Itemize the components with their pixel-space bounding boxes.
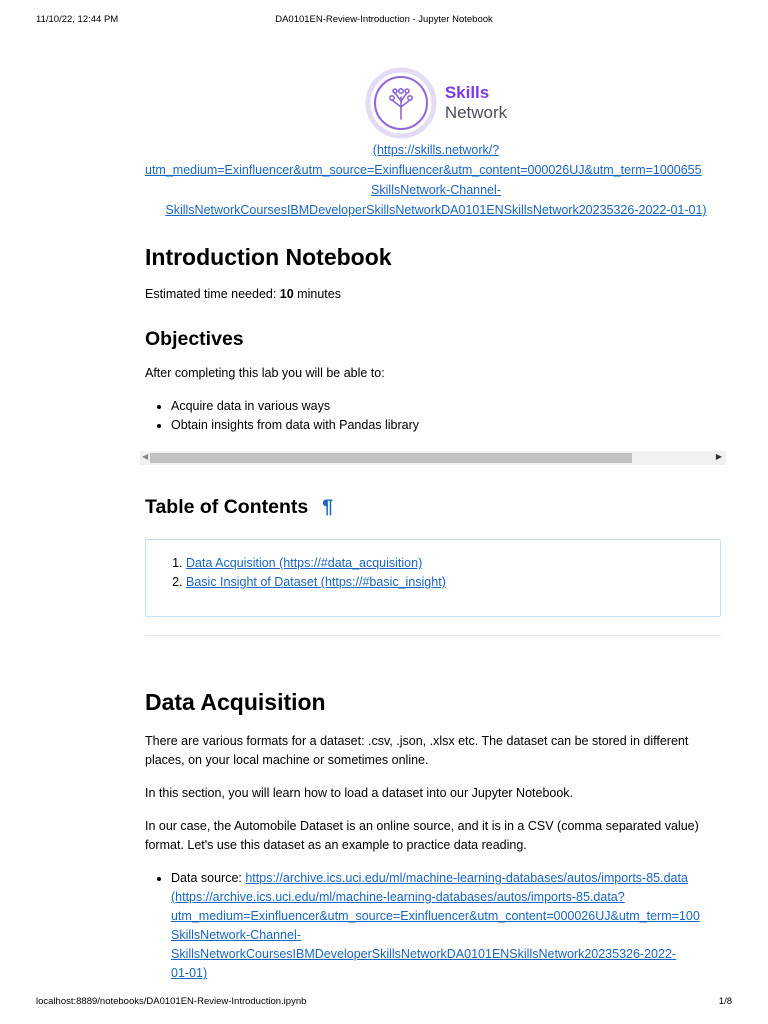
print-footer [36,996,732,1010]
objective-item: • Acquire data in various ways [171,397,727,416]
objectives-list [145,397,727,435]
data-source-link-line[interactable]: SkillsNetworkCoursesIBMDeveloperSkillsNetworkDA0101ENSkillsNetwork20235326-2022- [171,947,677,961]
scrollbar-thumb[interactable] [150,453,632,463]
data-acquisition-p1: There are various formats for a dataset: .csv, .json, .xlsx etc. The dataset can be stored in different places, on your local machine or sometimes online. [145,734,689,767]
toc-link[interactable]: Data Acquisition (https://#data_acquisition) [186,556,423,570]
logo-link-line[interactable]: SkillsNetwork-Channel- [371,183,501,197]
data-acquisition-p2: In this section, you will learn how to load a dataset into our Jupyter Notebook. [145,786,574,800]
notebook-content [145,66,727,435]
print-header [36,14,732,28]
toc-item-data-acquisition [186,554,720,573]
data-source-link-line[interactable]: 01-01) [171,966,208,980]
data-acquisition-section [145,689,727,983]
print-date: 11/10/22, 12:44 PM [36,14,119,25]
time-suffix: minutes [293,287,341,301]
print-url: localhost:8889/notebooks/DA0101EN-Review-Introduction.ipynb [36,996,307,1007]
objectives-lead: After completing this lab you will be able to: [145,366,385,380]
intro-title: Introduction Notebook [145,244,392,270]
time-value: 10 [279,287,294,301]
toc-title [145,496,333,519]
toc-list [146,554,720,592]
toc-link[interactable]: Basic Insight of Dataset (https://#basic_insight) [186,575,446,589]
logo-link-line[interactable]: utm_medium=Exinfluencer&utm_source=Exinfluencer&utm_content=000026UJ&utm_term=1000655 [145,163,702,177]
scroll-left-icon[interactable]: ◀ [142,452,149,461]
section-divider [145,635,721,636]
page-number: 1/8 [718,996,732,1007]
toc-box [145,539,721,617]
data-acquisition-title: Data Acquisition [145,689,326,715]
toc-item-basic-insight [186,573,720,592]
toc-title-text: Table of Contents [145,496,309,518]
logo-link-line[interactable]: SkillsNetworkCoursesIBMDeveloperSkillsNetworkDA0101ENSkillsNetwork20235326-2022-01-01) [165,203,707,217]
logo-link-line[interactable]: (https://skills.network/? [372,143,500,157]
data-source-list [145,869,727,983]
data-acquisition-p3: In our case, the Automobile Dataset is an online source, and it is in a CSV (comma separated value) format. Let's use this dataset as an example to practice data reading. [145,819,699,852]
data-source-link-line[interactable]: utm_medium=Exinfluencer&utm_source=Exinfluencer&utm_content=000026UJ&utm_term=100 [171,909,700,923]
scroll-right-icon[interactable]: ▶ [715,452,722,461]
objective-item: • Obtain insights from data with Pandas library [171,416,727,435]
data-source-label: Data source: [171,871,246,885]
logo-line2: Network [444,103,508,122]
objectives-title: Objectives [145,328,244,350]
estimated-time [145,285,727,304]
skills-network-tree-logo-icon [365,67,437,139]
logo-line1: Skills [444,83,490,102]
skills-network-logo[interactable] [145,66,727,140]
time-prefix: Estimated time needed: [145,287,280,301]
horizontal-scrollbar[interactable] [140,451,726,465]
print-title: DA0101EN-Review-Introduction - Jupyter Notebook [275,14,493,25]
anchor-link-icon[interactable]: ¶ [322,496,334,518]
data-source-link-line[interactable]: (https://archive.ics.uci.edu/ml/machine-learning-databases/autos/imports-85.data? [171,890,625,904]
logo-wordmark [445,83,507,123]
data-source-link[interactable]: https://archive.ics.uci.edu/ml/machine-learning-databases/autos/imports-85.data [245,871,688,885]
data-source-item [171,869,727,983]
data-source-link-line[interactable]: SkillsNetwork-Channel- [171,928,301,942]
